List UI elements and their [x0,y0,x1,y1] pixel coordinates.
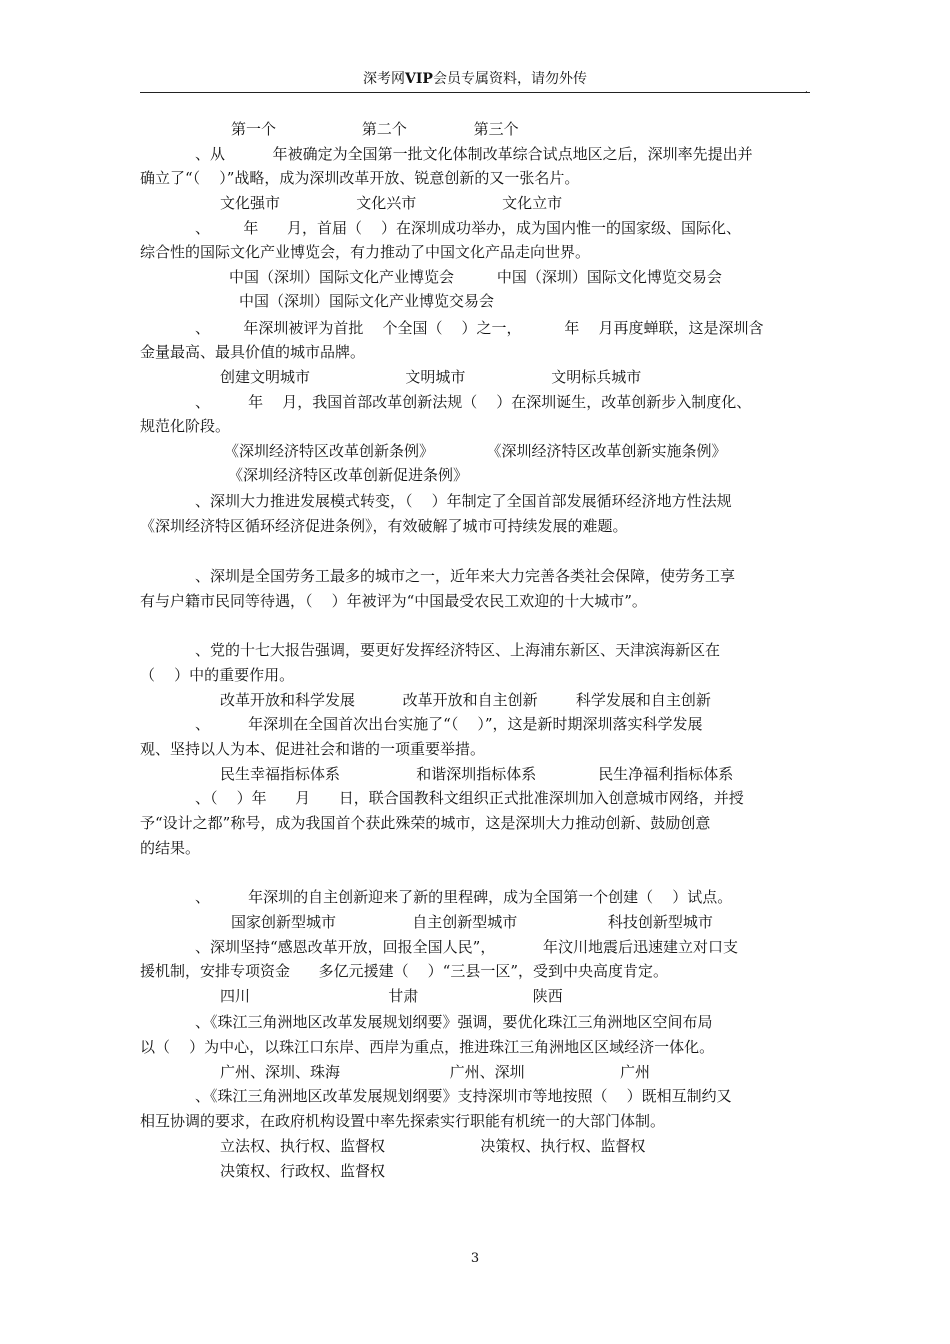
option-line: 创建文明城市 文明城市 文明标兵城市 [220,368,642,386]
question-line: 予“设计之都”称号，成为我国首个获此殊荣的城市，这是深圳大力推动创新、鼓励创意 [140,814,711,832]
question-line: 、《珠江三角洲地区改革发展规划纲要》支持深圳市等地按照（ ）既相互制约又 [195,1087,732,1105]
question-line: 金量最高、最具价值的城市品牌。 [140,343,366,361]
question-line: 确立了“（ ）”战略，成为深圳改革开放、锐意创新的又一张名片。 [140,169,580,187]
question-line: 、从 年被确定为全国第一批文化体制改革综合试点地区之后，深圳率先提出并 [195,145,753,163]
question-line: 、深圳是全国劳务工最多的城市之一，近年来大力完善各类社会保障，使劳务工享 [195,567,736,585]
option-line: 民生幸福指标体系 和谐深圳指标体系 民生净福利指标体系 [220,765,734,783]
question-line: 、 年深圳的自主创新迎来了新的里程碑，成为全国第一个创建（ ）试点。 [195,888,733,906]
question-line: 、 年深圳在全国首次出台实施了“（ ）”，这是新时期深圳落实科学发展 [195,715,703,733]
option-line: 第一个 第二个 第三个 [231,120,519,138]
question-line: 、深圳坚持“感恩改革开放，回报全国人民”， 年汶川地震后迅速建立对口支 [195,938,739,956]
question-line: 、（ ）年 月 日，联合国教科文组织正式批准深圳加入创意城市网络，并授 [195,789,744,807]
option-line: 《深圳经济特区改革创新促进条例》 [228,466,469,484]
question-line: 规范化阶段。 [140,417,231,435]
header-mark: , [805,85,808,94]
question-line: 《深圳经济特区循环经济促进条例》，有效破解了城市可持续发展的难题。 [140,517,628,535]
question-line: 、党的十七大报告强调，要更好发挥经济特区、上海浦东新区、天津滨海新区在 [195,641,721,659]
option-line: 国家创新型城市 自主创新型城市 科技创新型城市 [231,913,713,931]
option-line: 四川 甘肃 陕西 [220,987,563,1005]
page-number: 3 [470,1251,480,1266]
option-line: 《深圳经济特区改革创新条例》 《深圳经济特区改革创新实施条例》 [224,442,727,460]
option-line: 文化强市 文化兴市 文化立市 [220,194,563,212]
question-line: 援机制，安排专项资金 多亿元援建（ ）“三县一区”，受到中央高度肯定。 [140,962,669,980]
option-line: 中国（深圳）国际文化产业博览交易会 [239,292,495,310]
question-line: 的结果。 [140,839,201,857]
question-line: 、深圳大力推进发展模式转变，（ ）年制定了全国首部发展循环经济地方性法规 [195,492,732,510]
question-line: （ ）中的重要作用。 [140,666,295,684]
page-header [140,70,810,93]
option-line: 决策权、行政权、监督权 [220,1162,386,1180]
question-line: 、 年深圳被评为首批 个全国（ ）之一， 年 月再度蝉联，这是深圳含 [195,319,764,337]
question-line: 相互协调的要求，在政府机构设置中率先探索实行职能有机统一的大部门体制。 [140,1112,666,1130]
option-line: 立法权、执行权、监督权 决策权、执行权、监督权 [220,1137,646,1155]
option-line: 改革开放和科学发展 改革开放和自主创新 科学发展和自主创新 [220,691,711,709]
question-line: 综合性的国际文化产业博览会，有力推动了中国文化产品走向世界。 [140,243,591,261]
question-line: 、 年 月，我国首部改革创新法规（ ）在深圳诞生，改革创新步入制度化、 [195,393,752,411]
question-line: 以（ ）为中心，以珠江口东岸、西岸为重点，推进珠江三角洲地区区域经济一体化。 [140,1038,715,1056]
question-line: 观、坚持以人为本、促进社会和谐的一项重要举措。 [140,740,486,758]
header-vip: VIP [405,71,433,87]
header-suffix: 会员专属资料，请勿外传 [432,71,587,87]
option-line: 广州、深圳、珠海 广州、深圳 广州 [220,1063,651,1081]
question-line: 、《珠江三角洲地区改革发展规划纲要》强调，要优化珠江三角洲地区空间布局 [195,1013,713,1031]
header-prefix: 深考网 [363,71,406,87]
option-line: 中国（深圳）国际文化产业博览会 中国（深圳）国际文化博览交易会 [229,268,722,286]
question-line: 、 年 月，首届（ ）在深圳成功举办，成为国内惟一的国家级、国际化、 [195,219,742,237]
question-line: 有与户籍市民同等待遇，（ ）年被评为“中国最受农民工欢迎的十大城市”。 [140,592,647,610]
